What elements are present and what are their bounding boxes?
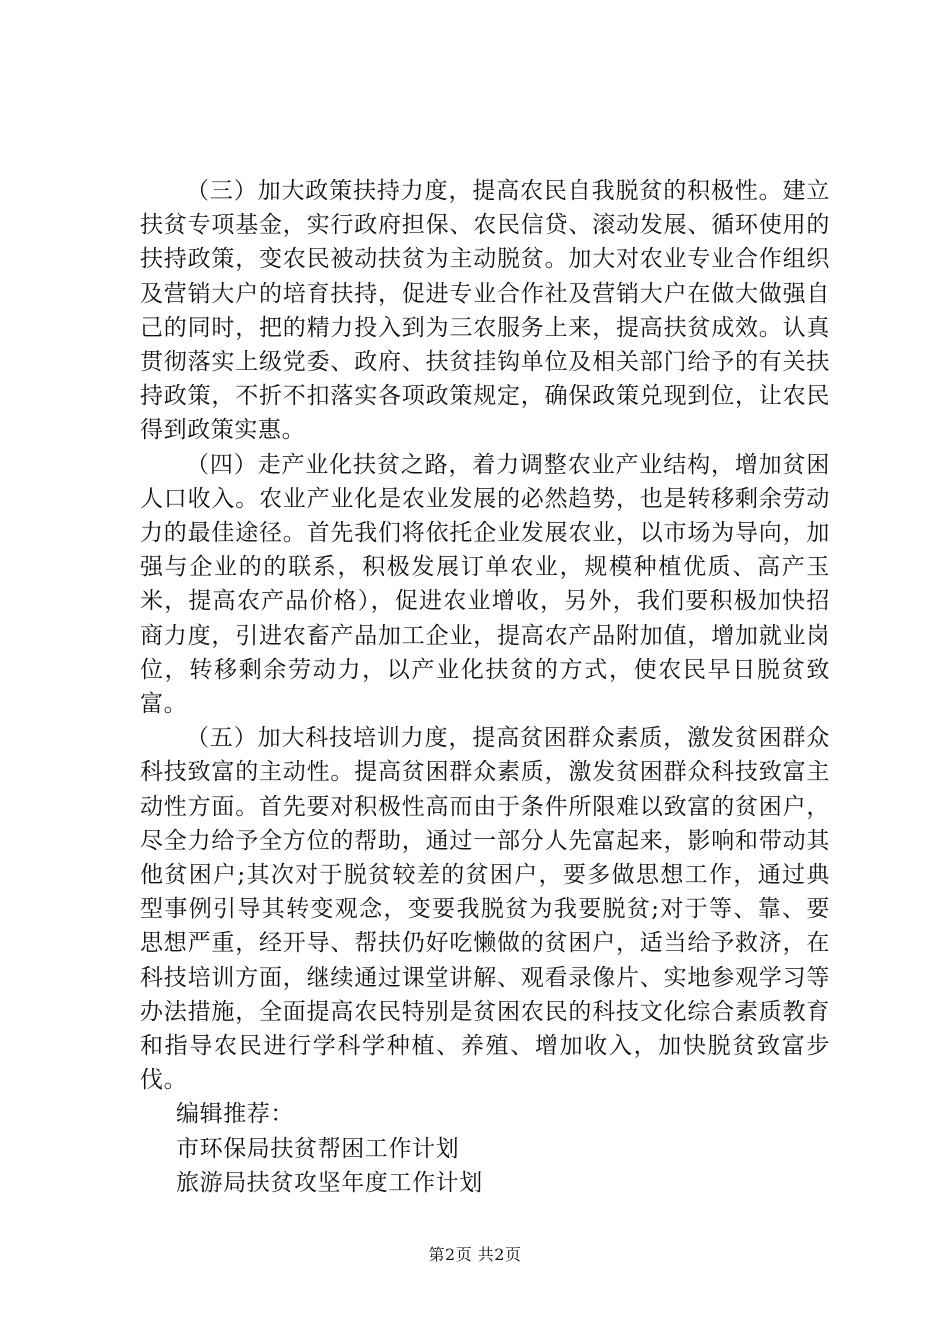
recommend-label: 编辑推荐： [176,1101,294,1128]
paragraph-policy-support: （三）加大政策扶持力度，提高农民自我脱贫的积极性。建立扶贫专项基金，实行政府担保、农民信贷、滚动发展、循环使用的扶持政策，变农民被动扶贫为主动脱贫。加大对农业专业合作组织及营销大户的培育扶持，促进专业合作社及营销大户在做大做强自己的同时，把的精力投入到为三农服务上来，提高扶贫成效。认真贯彻落实上级党委、政府、扶贫挂钩单位及相关部门给予的有关扶持政策，不折不扣落实各项政策规定，确保政策兑现到位，让农民得到政策实惠。 [140,178,830,444]
recommend-link-environment[interactable]: 市环保局扶贫帮困工作计划 [176,1135,460,1162]
recommend-link-tourism[interactable]: 旅游局扶贫攻坚年度工作计划 [176,1169,483,1196]
document-body [140,174,830,1200]
paragraph-tech-training: （五）加大科技培训力度，提高贫困群众素质，激发贫困群众科技致富的主动性。提高贫困群众素质，激发贫困群众科技致富主动性方面。首先要对积极性高而由于条件所限难以致富的贫困户，尽全力给予全方位的帮助，通过一部分人先富起来，影响和带动其他贫困户;其次对于脱贫较差的贫困户，要多做思想工作，通过典型事例引导其转变观念，变要我脱贫为我要脱贫;对于等、靠、要思想严重，经开导、帮扶仍好吃懒做的贫困户，适当给予救济，在科技培训方面，继续通过课堂讲解、观看录像片、实地参观学习等办法措施，全面提高农民特别是贫困农民的科技文化综合素质教育和指导农民进行学科学种植、养殖、增加收入，加快脱贫致富步伐。 [140,725,830,1094]
page-footer: 第2页 共2页 [428,1245,522,1264]
paragraph-industrialization: （四）走产业化扶贫之路，着力调整农业产业结构，增加贫困人口收入。农业产业化是农业发展的必然趋势，也是转移剩余劳动力的最佳途径。首先我们将依托企业发展农业，以市场为导向，加强与企业的的联系，积极发展订单农业，规模种植优质、高产玉米，提高农产品价格），促进农业增收，另外，我们要积极加快招商力度，引进农畜产品加工企业，提高农产品附加值，增加就业岗位，转移剩余劳动力，以产业化扶贫的方式，使农民早日脱贫致富。 [140,451,830,718]
editor-recommendations [140,1097,830,1200]
